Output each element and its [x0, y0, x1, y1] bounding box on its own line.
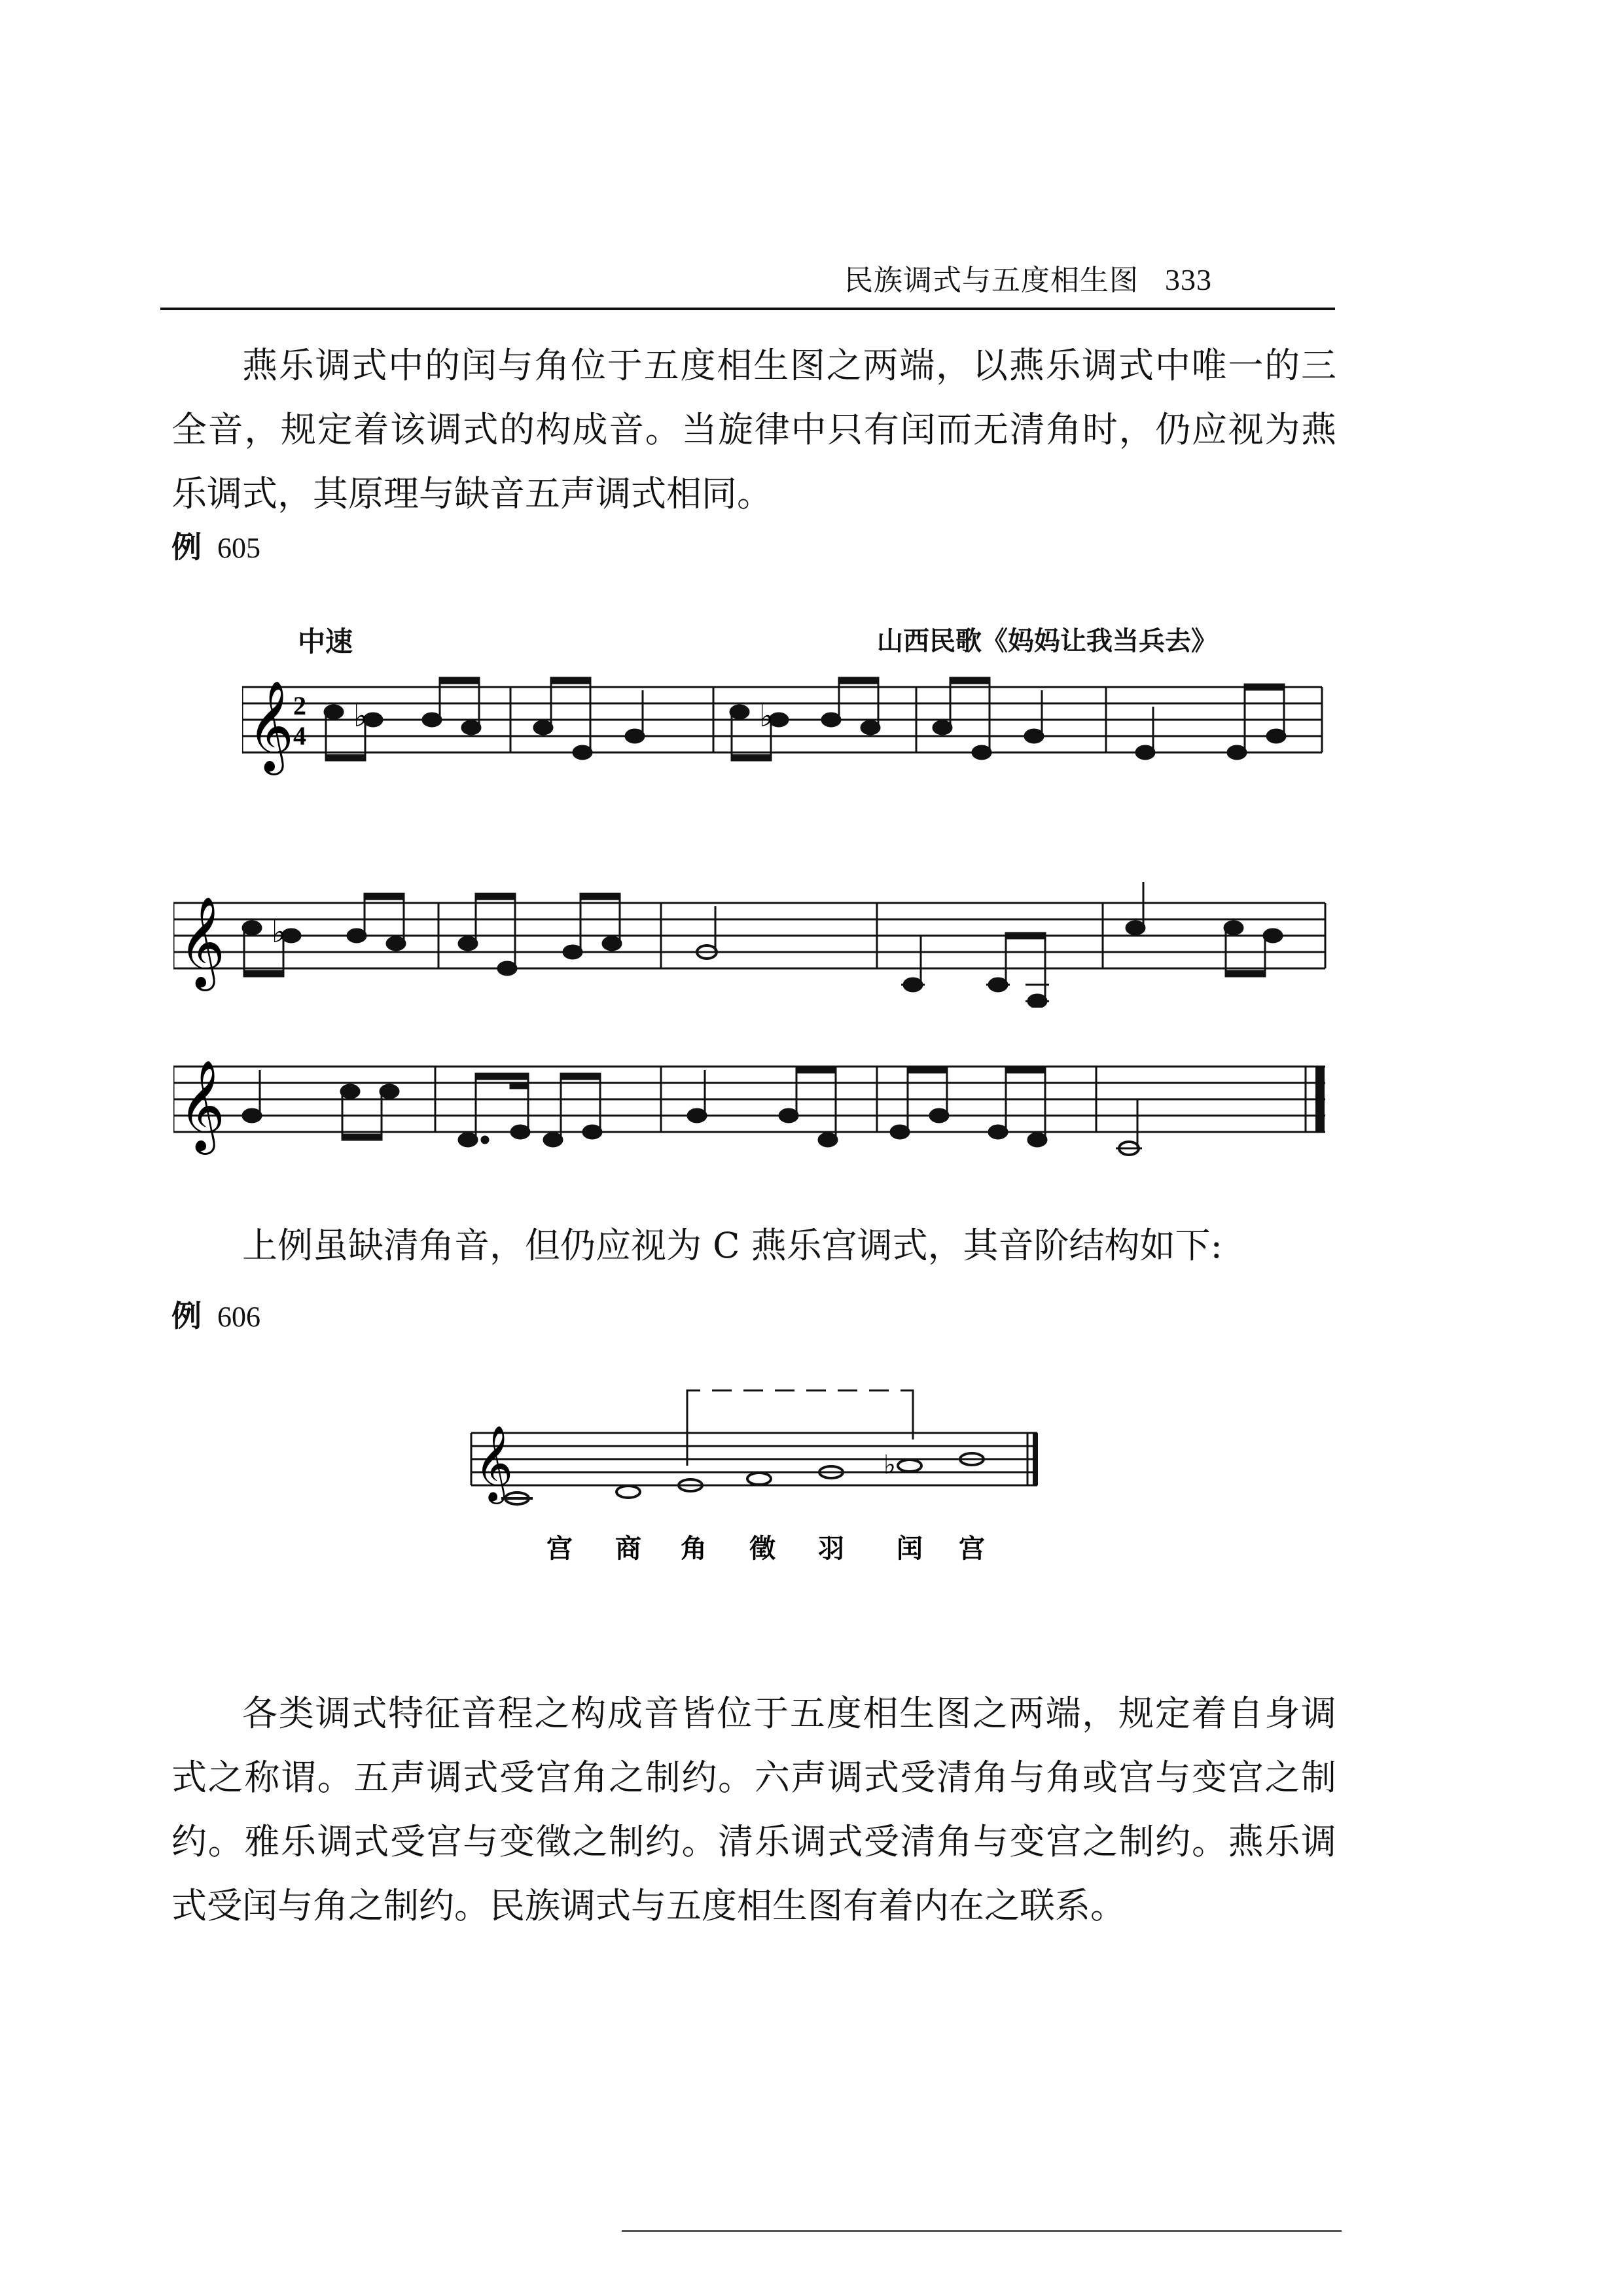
music-staff-2 [173, 877, 1332, 1008]
notes-staff-3 [243, 1067, 1142, 1155]
scale-label: 角 [681, 1534, 707, 1564]
time-signature-top: 2 [293, 691, 306, 720]
treble-clef-icon: 𝄞 [474, 1424, 514, 1501]
header-rule [160, 308, 1335, 310]
treble-clef-icon: 𝄞 [247, 680, 294, 771]
scale-label: 闰 [897, 1534, 923, 1564]
scale-staff [465, 1387, 1054, 1583]
scale-label: 宫 [546, 1534, 573, 1564]
music-staff-3 [173, 1040, 1332, 1171]
treble-clef-icon: 𝄞 [179, 1060, 225, 1151]
music-staff-1 [242, 661, 1329, 792]
treble-clef-icon: 𝄞 [179, 896, 225, 987]
bottom-scan-line [622, 2230, 1342, 2232]
flat-icon: ♭ [759, 698, 774, 733]
example-606-label: 例 606 [171, 1298, 260, 1333]
page-number: 333 [1165, 263, 1212, 296]
paragraph-3: 各类调式特征音程之构成音皆位于五度相生图之两端，规定着自身调式之称谓。五声调式受宫角之制约。六声调式受清角与角或宫与变宫之制约。雅乐调式受宫与变徵之制约。清乐调式受清角与变宫之制约。燕乐调式受闰与角之制约。民族调式与五度相生图有着内在之联系。 [171, 1693, 1336, 1926]
flat-icon: ♭ [883, 1450, 896, 1480]
final-barline [1315, 1067, 1325, 1132]
scale-label: 宫 [959, 1534, 985, 1564]
flat-icon: ♭ [353, 698, 368, 733]
song-source: 山西民歌《妈妈让我当兵去》 [877, 626, 1217, 656]
paragraph-1: 燕乐调式中的闰与角位于五度相生图之两端，以燕乐调式中唯一的三全音，规定着该调式的构成音。当旋律中只有闰而无清角时，仍应视为燕乐调式，其原理与缺音五声调式相同。 [171, 345, 1336, 514]
scale-label: 羽 [818, 1534, 844, 1564]
paragraph-2: 上例虽缺清角音，但仍应视为 C 燕乐宫调式，其音阶结构如下: [242, 1225, 1222, 1266]
tempo-marking: 中速 [298, 626, 353, 658]
header-title: 民族调式与五度相生图 [844, 264, 1139, 297]
scale-notes [501, 1453, 984, 1504]
time-signature-bottom: 4 [293, 721, 306, 751]
scale-labels [546, 1534, 985, 1564]
notes-staff-2 [243, 882, 1282, 1008]
scale-label: 徵 [749, 1534, 776, 1564]
scale-label: 商 [615, 1534, 641, 1564]
flat-icon: ♭ [272, 914, 286, 949]
running-header [844, 256, 1212, 298]
example-605-label: 例 605 [171, 529, 260, 565]
